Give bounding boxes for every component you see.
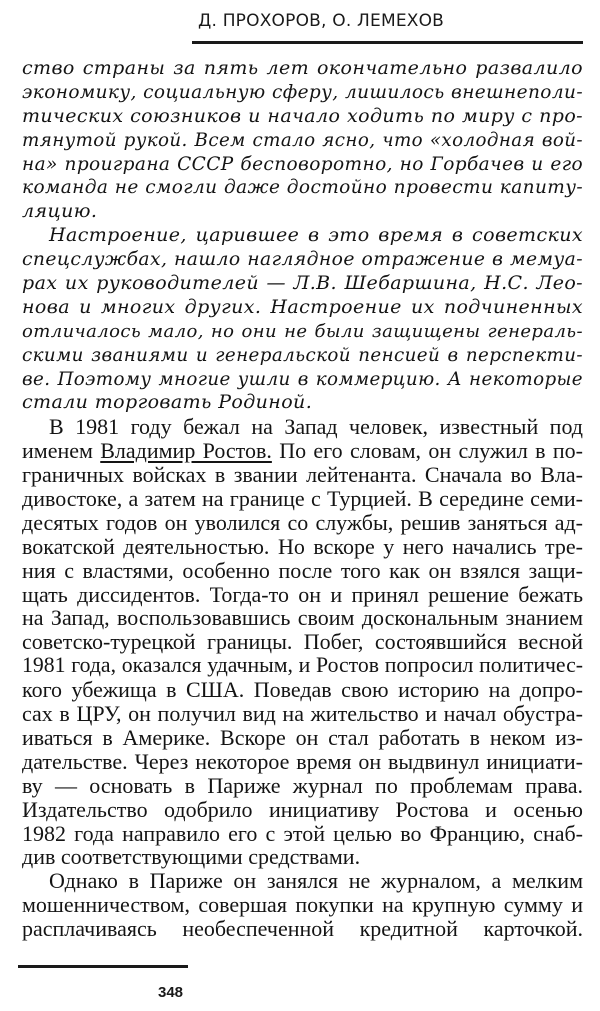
text-line: советско-турецкой границы. Побег, состоявшийся весной <box>22 629 583 655</box>
text-fragment: именем <box>22 438 93 464</box>
text-line: рах их руководителей — Л.В. Шебаршина, Н.С. Лео- <box>22 272 583 295</box>
text-line: на» проиграна СССР бесповоротно, но Горбачев и его <box>22 153 583 175</box>
header-rule <box>192 41 583 44</box>
text-line: Однако в Париже он занялся не журналом, а мелким <box>49 868 583 894</box>
text-line: Настроение, царившее в это время в советских <box>49 224 583 247</box>
text-line: команда не смогли даже достойно провести капиту- <box>22 177 583 199</box>
running-head: Д. ПРОХОРОВ, О. ЛЕМЕХОВ <box>198 11 445 31</box>
text-line: спецслужбах, нашло наглядное отражение в мемуа- <box>22 249 583 271</box>
text-line: отличалось мало, но они не были защищены генераль- <box>22 320 583 342</box>
text-line: скими званиями и генеральской пенсией в перспекти- <box>22 344 583 366</box>
text-line: щать диссидентов. Тогда-то он и принял решение бежать <box>22 581 583 607</box>
text-line: ляцию. <box>22 200 98 223</box>
text-line-with-name <box>22 439 583 463</box>
underlined-name: Владимир Ростов. <box>100 438 272 464</box>
text-line: В 1981 году бежал на Запад человек, известный под <box>49 414 583 440</box>
text-line: экономику, социальную сферу, лишилось внешнеполи- <box>22 81 583 103</box>
text-line: на Запад, воспользовавшись своим доскональным знанием <box>22 605 583 631</box>
text-line: кого убежища в США. Поведав свою историю на допро- <box>22 677 583 703</box>
footer-rule <box>18 965 188 968</box>
page-body <box>22 57 583 941</box>
text-line: расплачиваясь необеспеченной кредитной карточкой. <box>22 916 583 942</box>
text-line: иваться в Америке. Вскоре он стал работать в неком из- <box>22 724 583 750</box>
text-line: ство страны за пять лет окончательно развалило <box>22 57 583 79</box>
text-line: тянутой рукой. Всем стало ясно, что «холодная вой- <box>22 129 583 151</box>
text-fragment: По его словам, он служил в по- <box>279 438 583 464</box>
paragraph-4 <box>22 869 583 941</box>
text-line: 1982 года направило его с этой целью во Францию, снаб- <box>22 820 583 846</box>
text-line: 1981 года, оказался удачным, и Ростов попросил политичес- <box>22 653 583 678</box>
paragraph-3 <box>22 415 583 869</box>
text-line: десятых годов он уволился со службы, решив заняться ад- <box>22 509 583 535</box>
page-number: 348 <box>158 984 184 1001</box>
text-line: мошенничеством, совершая покупки на крупную сумму и <box>22 892 583 918</box>
text-line: граничных войсках в звании лейтенанта. Сначала во Вла- <box>22 462 583 488</box>
text-line: ве. Поэтому многие ушли в коммерцию. А некоторые <box>22 368 583 390</box>
paragraph-2 <box>22 224 583 415</box>
text-line: стали торговать Родиной. <box>22 391 313 414</box>
paragraph-1 <box>22 57 583 224</box>
text-line: нова и многих других. Настроение их подчиненных <box>22 295 583 318</box>
text-line: тических союзников и начало ходить по миру с про- <box>22 104 583 127</box>
text-line: дивостоке, а затем на границе с Турцией. В середине семи- <box>22 486 583 512</box>
text-line: див соответствующими средствами. <box>22 844 361 870</box>
text-line: Издательство одобрило инициативу Ростова и осенью <box>22 796 583 822</box>
text-line: ния с властями, особенно после того как он взялся защи- <box>22 557 583 583</box>
text-line: ву — основать в Париже журнал по проблемам права. <box>22 772 583 798</box>
text-line: сах в ЦРУ, он получил вид на жительство и начал обустра- <box>22 701 583 727</box>
text-line: дательстве. Через некоторое время он выдвинул инициати- <box>22 748 583 774</box>
text-line: вокатской деятельностью. Но вскоре у него начались тре- <box>22 533 583 559</box>
